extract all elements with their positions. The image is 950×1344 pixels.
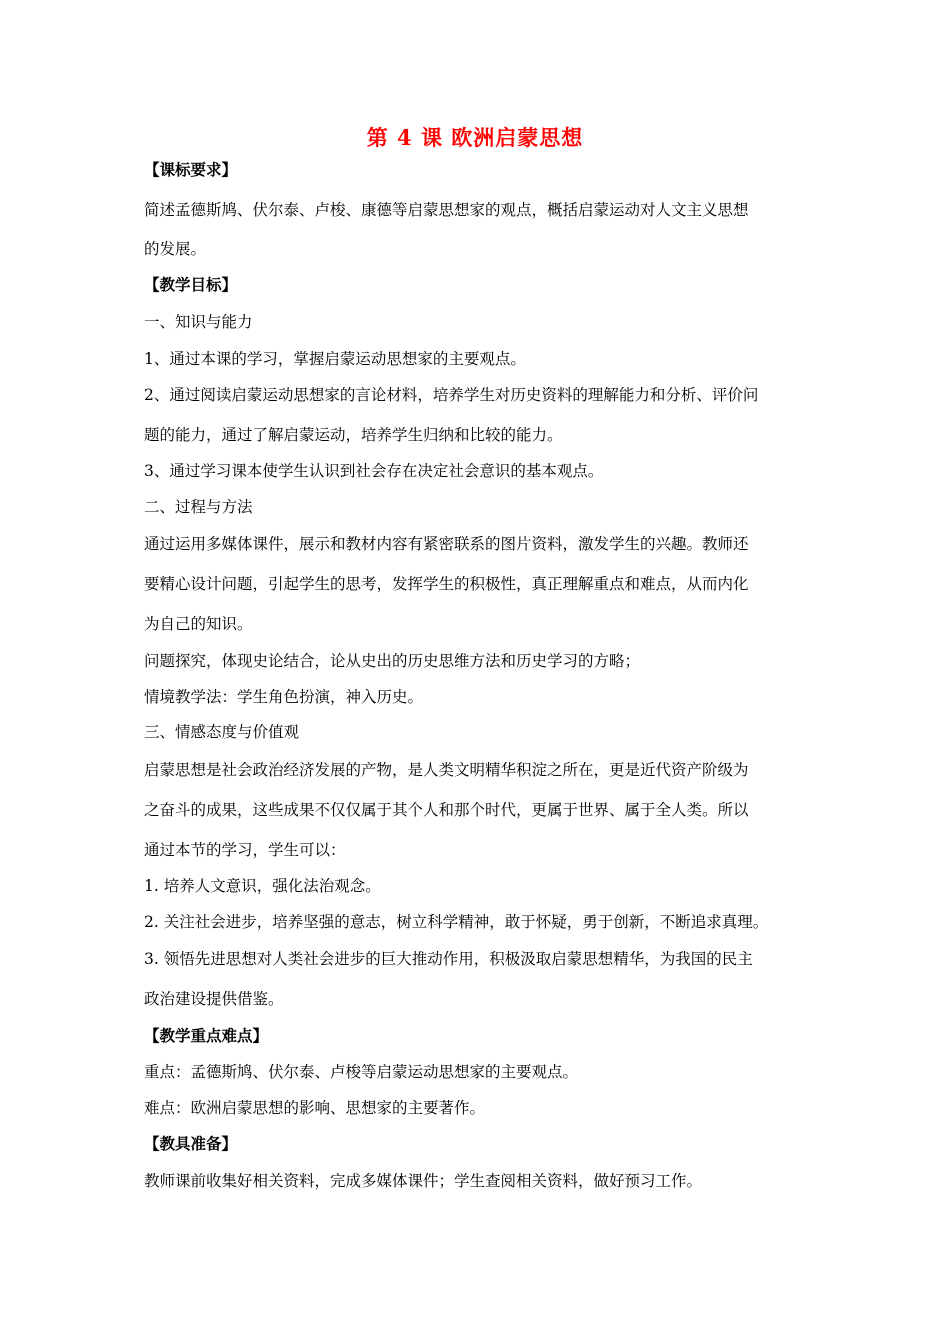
list-item: 3、通过学习课本使学生认识到社会存在决定社会意识的基本观点。 xyxy=(144,462,604,480)
paragraph-line: 问题探究，体现史论结合，论从史出的历史思维方法和历史学习的方略； xyxy=(144,652,641,670)
paragraph-line: 通过本节的学习，学生可以： xyxy=(144,841,346,859)
list-item-continued: 题的能力，通过了解启蒙运动，培养学生归纳和比较的能力。 xyxy=(144,426,563,444)
section-heading-curriculum: 【课标要求】 xyxy=(144,160,238,179)
list-item: 1. 培养人文意识，强化法治观念。 xyxy=(144,877,381,895)
paragraph-line: 简述孟德斯鸠、伏尔泰、卢梭、康德等启蒙思想家的观点，概括启蒙运动对人文主义思想 xyxy=(144,201,749,219)
paragraph-line: 要精心设计问题，引起学生的思考，发挥学生的积极性，真正理解重点和难点，从而内化 xyxy=(144,575,749,593)
list-item: 3. 领悟先进思想对人类社会进步的巨大推动作用，积极汲取启蒙思想精华，为我国的民主 xyxy=(144,950,753,968)
paragraph-line: 之奋斗的成果，这些成果不仅仅属于其个人和那个时代，更属于世界、属于全人类。所以 xyxy=(144,801,749,819)
subheading-knowledge: 一、知识与能力 xyxy=(144,313,253,331)
paragraph-line: 情境教学法：学生角色扮演，神入历史。 xyxy=(144,688,424,706)
paragraph-line: 为自己的知识。 xyxy=(144,615,253,633)
list-item: 2. 关注社会进步，培养坚强的意志，树立科学精神，敢于怀疑，勇于创新，不断追求真理。 xyxy=(144,913,769,931)
section-heading-materials: 【教具准备】 xyxy=(144,1134,238,1153)
paragraph-line: 重点：孟德斯鸠、伏尔泰、卢梭等启蒙运动思想家的主要观点。 xyxy=(144,1063,579,1081)
paragraph-line: 通过运用多媒体课件，展示和教材内容有紧密联系的图片资料，激发学生的兴趣。教师还 xyxy=(144,535,749,553)
paragraph-line: 教师课前收集好相关资料，完成多媒体课件；学生查阅相关资料，做好预习工作。 xyxy=(144,1172,703,1190)
paragraph-line: 难点：欧洲启蒙思想的影响、思想家的主要著作。 xyxy=(144,1099,486,1117)
section-heading-objectives: 【教学目标】 xyxy=(144,275,238,294)
section-heading-key-points: 【教学重点难点】 xyxy=(144,1026,269,1045)
subheading-process: 二、过程与方法 xyxy=(144,498,253,516)
subheading-values: 三、情感态度与价值观 xyxy=(144,723,300,741)
list-item: 2、通过阅读启蒙运动思想家的言论材料，培养学生对历史资料的理解能力和分析、评价问 xyxy=(144,386,759,404)
lesson-title: 第 4 课 欧洲启蒙思想 xyxy=(366,125,584,150)
list-item: 1、通过本课的学习，掌握启蒙运动思想家的主要观点。 xyxy=(144,350,526,368)
paragraph-line: 启蒙思想是社会政治经济发展的产物，是人类文明精华积淀之所在，更是近代资产阶级为 xyxy=(144,761,749,779)
list-item-continued: 政治建设提供借鉴。 xyxy=(144,990,284,1008)
paragraph-line: 的发展。 xyxy=(144,240,207,258)
